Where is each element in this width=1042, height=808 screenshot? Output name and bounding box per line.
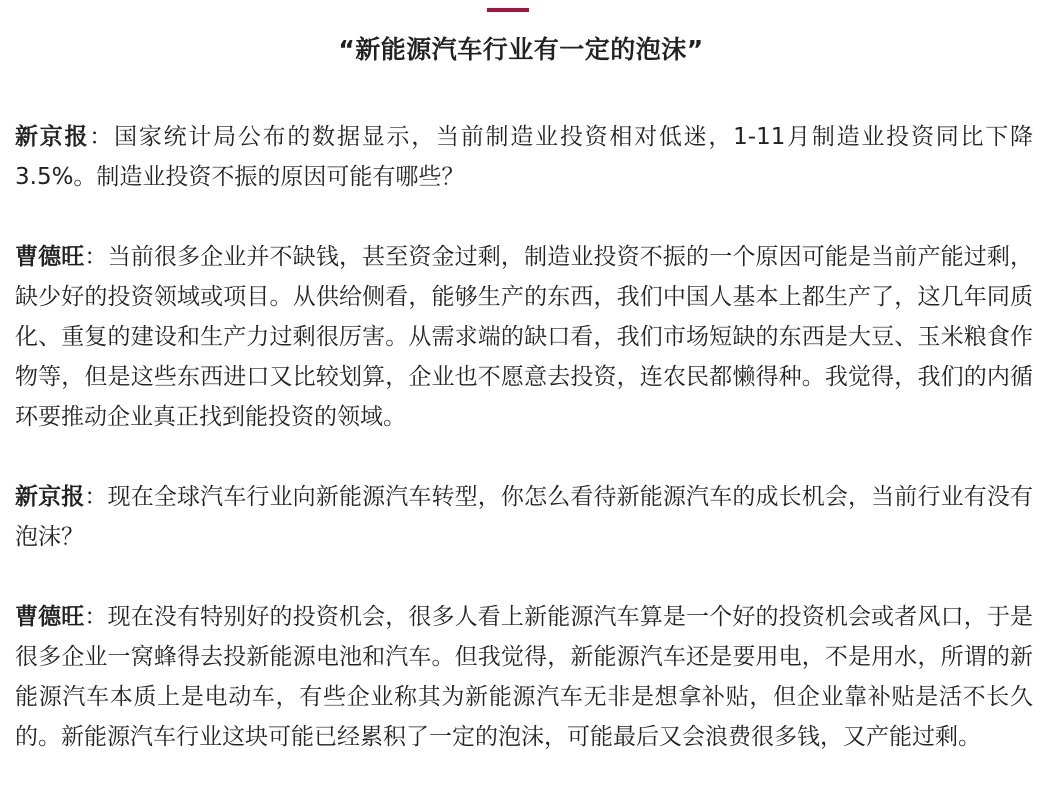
section-divider-accent [487, 8, 529, 12]
speaker-label: 曹德旺 [15, 604, 85, 630]
speaker-label: 新京报 [15, 484, 85, 510]
paragraph-text: 现在全球汽车行业向新能源汽车转型，你怎么看待新能源汽车的成长机会，当前行业有没有泡沫？ [15, 484, 1034, 550]
paragraph-text: 当前很多企业并不缺钱，甚至资金过剩，制造业投资不振的一个原因可能是当前产能过剩，缺少好的投资领域或项目。从供给侧看，能够生产的东西，我们中国人基本上都生产了，这几年同质化、重复的建设和生产力过剩很厉害。从需求端的缺口看，我们市场短缺的东西是大豆、玉米粮食作物等，但是这些东西进口又比较划算，企业也不愿意去投资，连农民都懒得种。我觉得，我们的内循环要推动企业真正找到能投资的领域。 [15, 244, 1034, 430]
speaker-label: 曹德旺 [15, 244, 85, 270]
speaker-separator: ： [84, 484, 108, 510]
speaker-separator: ： [84, 604, 108, 630]
paragraph-answer-1 [15, 237, 1033, 437]
paragraph-answer-2 [15, 597, 1033, 757]
speaker-separator: ： [89, 124, 115, 150]
paragraph-question-2 [15, 477, 1033, 557]
paragraph-question-1 [15, 117, 1033, 197]
paragraph-text: 现在没有特别好的投资机会，很多人看上新能源汽车算是一个好的投资机会或者风口，于是很多企业一窝蜂得去投新能源电池和汽车。但我觉得，新能源汽车还是要用电，不是用水，所谓的新能源汽车本质上是电动车，有些企业称其为新能源汽车无非是想拿补贴，但企业靠补贴是活不长久的。新能源汽车行业这块可能已经累积了一定的泡沫，可能最后又会浪费很多钱，又产能过剩。 [15, 604, 1034, 750]
section-title: “新能源汽车行业有一定的泡沫” [338, 35, 704, 64]
paragraph-text: 国家统计局公布的数据显示，当前制造业投资相对低迷，1-11月制造业投资同比下降3.5%。制造业投资不振的原因可能有哪些？ [15, 124, 1034, 190]
speaker-label: 新京报 [15, 124, 90, 150]
speaker-separator: ： [84, 244, 108, 270]
